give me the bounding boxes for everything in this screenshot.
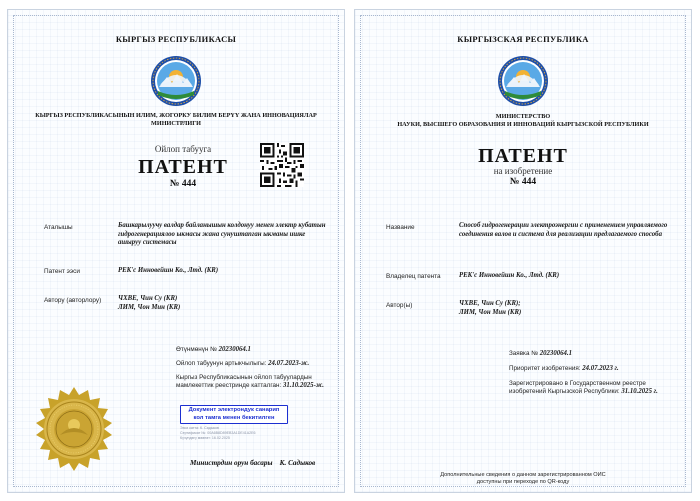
registry-line-2 bbox=[176, 382, 341, 390]
authors-label: Автор(ы) bbox=[386, 302, 413, 309]
ministry-line-1: МИНИСТЕРСТВО bbox=[495, 113, 551, 120]
stamp-line-2: кол тамга менен бекитилген bbox=[193, 414, 275, 421]
application-value: 20230064.1 bbox=[218, 346, 251, 353]
owner-value: РЕК'c Инновейшн Ко., Лтд. (KR) bbox=[459, 272, 560, 279]
certificate-info bbox=[180, 426, 300, 441]
digital-signature-stamp bbox=[180, 405, 288, 424]
ministry-name: КЫРГЫЗ РЕСПУБЛИКАСЫНЫН ИЛИМ, ЖОГОРКУ БИЛИМ БЕРҮҮ ЖАНА ИННОВАЦИЯЛАР МИНИСТРЛИГИ bbox=[35, 112, 317, 127]
priority-label: Ойлоп табуунун артыкчылыгы: bbox=[176, 360, 267, 367]
application-line bbox=[509, 350, 689, 358]
title-label: Название bbox=[386, 224, 415, 231]
country-title: КЫРГЫЗ РЕСПУБЛИКАСЫ bbox=[115, 34, 237, 44]
patent-number: № 444 bbox=[169, 179, 197, 189]
priority-value: 24.07.2023-ж. bbox=[268, 360, 310, 367]
owner-label: Владелец патента bbox=[386, 273, 441, 280]
footer-line-1: Дополнительные сведения о данном зарегистрированном ОИС bbox=[440, 472, 606, 478]
stamp-line-1: Документ электрондук санарип bbox=[188, 407, 280, 413]
priority-line bbox=[176, 360, 341, 368]
priority-line bbox=[509, 365, 689, 373]
patent-sheet-kyrgyz bbox=[7, 9, 345, 493]
application-line bbox=[176, 346, 341, 354]
patent-sheet-russian bbox=[354, 9, 692, 493]
registry-value: 31.10.2025-ж. bbox=[282, 382, 325, 389]
footer-line-2: доступны при переходе по QR-коду bbox=[476, 479, 570, 486]
application-label: Өтүнмөнүн № bbox=[176, 346, 217, 353]
state-emblem-icon bbox=[497, 55, 549, 107]
cert-line-3: Күчүндөгү мөөнөт: 16.02.2025 bbox=[180, 436, 230, 440]
registry-line-1: Зарегистрировано в Государственном реестре bbox=[509, 380, 646, 387]
authors-label: Автору (авторлору) bbox=[44, 297, 102, 304]
registry-line-2 bbox=[509, 388, 689, 396]
application-value: 20230064.1 bbox=[539, 350, 573, 357]
state-emblem-icon bbox=[150, 55, 202, 107]
signer-title: Министрдин орун басары bbox=[190, 459, 273, 467]
ministry-line-2: НАУКИ, ВЫСШЕГО ОБРАЗОВАНИЯ И ИННОВАЦИЙ КЫРГЫЗСКОЙ РЕСПУБЛИКИ bbox=[397, 121, 649, 128]
document-kind: Ойлоп табууга bbox=[154, 144, 212, 154]
owner-label: Патент ээси bbox=[44, 268, 80, 275]
signature-line bbox=[190, 459, 315, 467]
cert-line-2: Сертификат №: 00A6B8D89EB3A1DE41A2E6 bbox=[180, 431, 256, 435]
authors-value-1: ЧХВЕ, Чин Су (KR); bbox=[459, 300, 521, 307]
patent-number: № 444 bbox=[509, 177, 537, 187]
registry-line-1: Кыргыз Республикасынын ойлоп табуулардын bbox=[176, 374, 312, 381]
application-label: Заявка № bbox=[509, 350, 538, 357]
authors-value-2: ЛИМ, Чон Мин (KR) bbox=[118, 304, 181, 311]
gold-seal-icon bbox=[30, 385, 118, 473]
signer-name: К. Садыков bbox=[279, 459, 316, 467]
registry-label: изобретений Кыргызской Республики: bbox=[509, 388, 620, 395]
owner-value: РЕК'c Инновейшн Ко., Лтд. (KR) bbox=[118, 267, 219, 274]
title-label: Аталышы bbox=[44, 224, 73, 231]
qr-code-icon[interactable] bbox=[260, 143, 304, 187]
cert-line-1: Ээси катта: К. Садыков bbox=[180, 426, 219, 430]
title-value: Башкарылуучу валдар байланышын колдонуу менен электр кубатын гидрогенерациялоо ыкмасы жана сунуштапган ыкманы ишке ашыруу системасы bbox=[118, 222, 326, 247]
priority-value: 24.07.2023 г. bbox=[582, 365, 619, 372]
registry-label: мамлекеттик реестринде катталган: bbox=[176, 382, 282, 389]
country-title: КЫРГЫЗСКАЯ РЕСПУБЛИКА bbox=[457, 34, 589, 44]
document-kind: на изобретение bbox=[493, 166, 553, 176]
authors-value-1: ЧХВЕ, Чин Су (KR) bbox=[118, 295, 178, 302]
patent-heading: ПАТЕНТ bbox=[138, 156, 228, 178]
title-value: Способ гидрогенерации электроэнергии с применением управляемого соединения валов и система для реализации предлагаемого способа bbox=[459, 222, 668, 238]
patent-heading: ПАТЕНТ bbox=[478, 145, 568, 167]
qr-footer-note bbox=[355, 472, 691, 487]
priority-label: Приоритет изобретения: bbox=[509, 365, 581, 372]
authors-value-2: ЛИМ, Чон Мин (KR) bbox=[459, 309, 522, 316]
registry-value: 31.10.2025 г. bbox=[621, 388, 658, 395]
